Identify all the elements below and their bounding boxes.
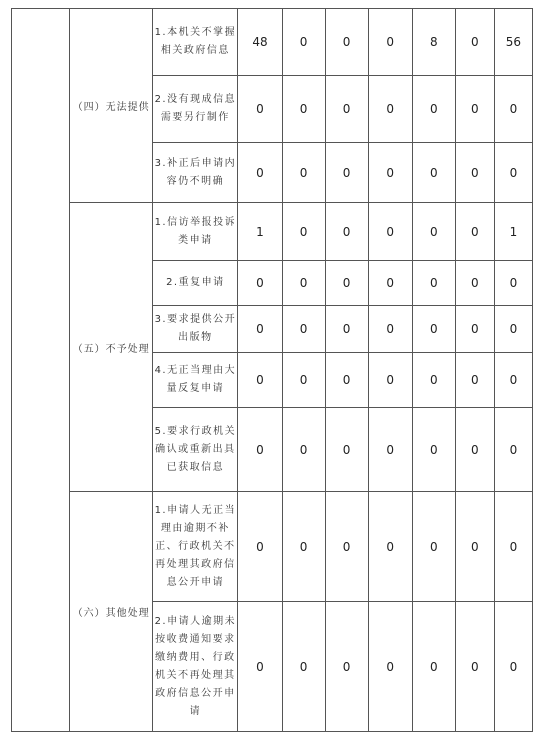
value-cell: 0 bbox=[325, 492, 368, 602]
value-cell: 0 bbox=[494, 408, 532, 492]
value-cell: 0 bbox=[325, 9, 368, 76]
value-cell: 48 bbox=[238, 9, 282, 76]
value-cell: 0 bbox=[325, 353, 368, 408]
value-cell: 0 bbox=[282, 306, 325, 353]
value-cell: 56 bbox=[494, 9, 532, 76]
value-cell: 0 bbox=[412, 261, 455, 306]
value-cell: 0 bbox=[455, 76, 494, 143]
value-cell: 0 bbox=[368, 492, 412, 602]
value-cell: 0 bbox=[368, 261, 412, 306]
value-cell: 8 bbox=[412, 9, 455, 76]
value-cell: 1 bbox=[238, 203, 282, 261]
table-row bbox=[12, 203, 533, 261]
value-cell: 0 bbox=[238, 143, 282, 203]
statistics-table bbox=[11, 8, 533, 732]
item-label: 1.申请人无正当理由逾期不补正、行政机关不再处理其政府信息公开申请 bbox=[153, 492, 238, 602]
item-label: 1.信访举报投诉类申请 bbox=[153, 203, 238, 261]
value-cell: 0 bbox=[455, 9, 494, 76]
value-cell: 0 bbox=[412, 353, 455, 408]
value-cell: 0 bbox=[494, 602, 532, 732]
value-cell: 0 bbox=[282, 408, 325, 492]
value-cell: 0 bbox=[368, 353, 412, 408]
value-cell: 0 bbox=[282, 492, 325, 602]
value-cell: 0 bbox=[494, 261, 532, 306]
value-cell: 0 bbox=[238, 261, 282, 306]
category-cell: （四）无法提供 bbox=[70, 9, 153, 203]
value-cell: 0 bbox=[282, 203, 325, 261]
value-cell: 0 bbox=[238, 306, 282, 353]
value-cell: 0 bbox=[368, 203, 412, 261]
value-cell: 0 bbox=[325, 143, 368, 203]
value-cell: 0 bbox=[368, 76, 412, 143]
value-cell: 0 bbox=[412, 203, 455, 261]
value-cell: 0 bbox=[368, 306, 412, 353]
item-label: 5.要求行政机关确认或重新出具已获取信息 bbox=[153, 408, 238, 492]
value-cell: 0 bbox=[494, 492, 532, 602]
value-cell: 0 bbox=[368, 143, 412, 203]
value-cell: 0 bbox=[282, 353, 325, 408]
value-cell: 0 bbox=[238, 353, 282, 408]
value-cell: 0 bbox=[238, 492, 282, 602]
category-cell: （六）其他处理 bbox=[70, 492, 153, 732]
value-cell: 0 bbox=[455, 353, 494, 408]
value-cell: 0 bbox=[455, 203, 494, 261]
value-cell: 0 bbox=[494, 76, 532, 143]
value-cell: 0 bbox=[455, 408, 494, 492]
item-label: 3.要求提供公开出版物 bbox=[153, 306, 238, 353]
value-cell: 0 bbox=[412, 602, 455, 732]
value-cell: 0 bbox=[282, 76, 325, 143]
value-cell: 0 bbox=[368, 408, 412, 492]
value-cell: 0 bbox=[412, 492, 455, 602]
value-cell: 0 bbox=[325, 306, 368, 353]
value-cell: 0 bbox=[238, 602, 282, 732]
table-row bbox=[12, 9, 533, 76]
value-cell: 0 bbox=[282, 143, 325, 203]
value-cell: 0 bbox=[412, 306, 455, 353]
value-cell: 0 bbox=[325, 261, 368, 306]
value-cell: 0 bbox=[494, 306, 532, 353]
value-cell: 0 bbox=[325, 203, 368, 261]
value-cell: 0 bbox=[412, 143, 455, 203]
value-cell: 0 bbox=[494, 143, 532, 203]
value-cell: 0 bbox=[325, 602, 368, 732]
value-cell: 0 bbox=[238, 76, 282, 143]
value-cell: 0 bbox=[412, 76, 455, 143]
value-cell: 0 bbox=[494, 353, 532, 408]
value-cell: 0 bbox=[412, 408, 455, 492]
item-label: 3.补正后申请内容仍不明确 bbox=[153, 143, 238, 203]
value-cell: 0 bbox=[455, 306, 494, 353]
item-label: 2.重复申请 bbox=[153, 261, 238, 306]
value-cell: 0 bbox=[368, 602, 412, 732]
value-cell: 0 bbox=[325, 408, 368, 492]
item-label: 4.无正当理由大量反复申请 bbox=[153, 353, 238, 408]
value-cell: 0 bbox=[455, 492, 494, 602]
outer-category-cell bbox=[12, 9, 70, 732]
category-cell: （五）不予处理 bbox=[70, 203, 153, 492]
value-cell: 1 bbox=[494, 203, 532, 261]
value-cell: 0 bbox=[282, 602, 325, 732]
value-cell: 0 bbox=[455, 261, 494, 306]
item-label: 1.本机关不掌握相关政府信息 bbox=[153, 9, 238, 76]
value-cell: 0 bbox=[282, 9, 325, 76]
value-cell: 0 bbox=[282, 261, 325, 306]
value-cell: 0 bbox=[325, 76, 368, 143]
value-cell: 0 bbox=[455, 143, 494, 203]
item-label: 2.没有现成信息需要另行制作 bbox=[153, 76, 238, 143]
value-cell: 0 bbox=[455, 602, 494, 732]
item-label: 2.申请人逾期未按收费通知要求缴纳费用、行政机关不再处理其政府信息公开申请 bbox=[153, 602, 238, 732]
value-cell: 0 bbox=[238, 408, 282, 492]
table-row bbox=[12, 492, 533, 602]
value-cell: 0 bbox=[368, 9, 412, 76]
